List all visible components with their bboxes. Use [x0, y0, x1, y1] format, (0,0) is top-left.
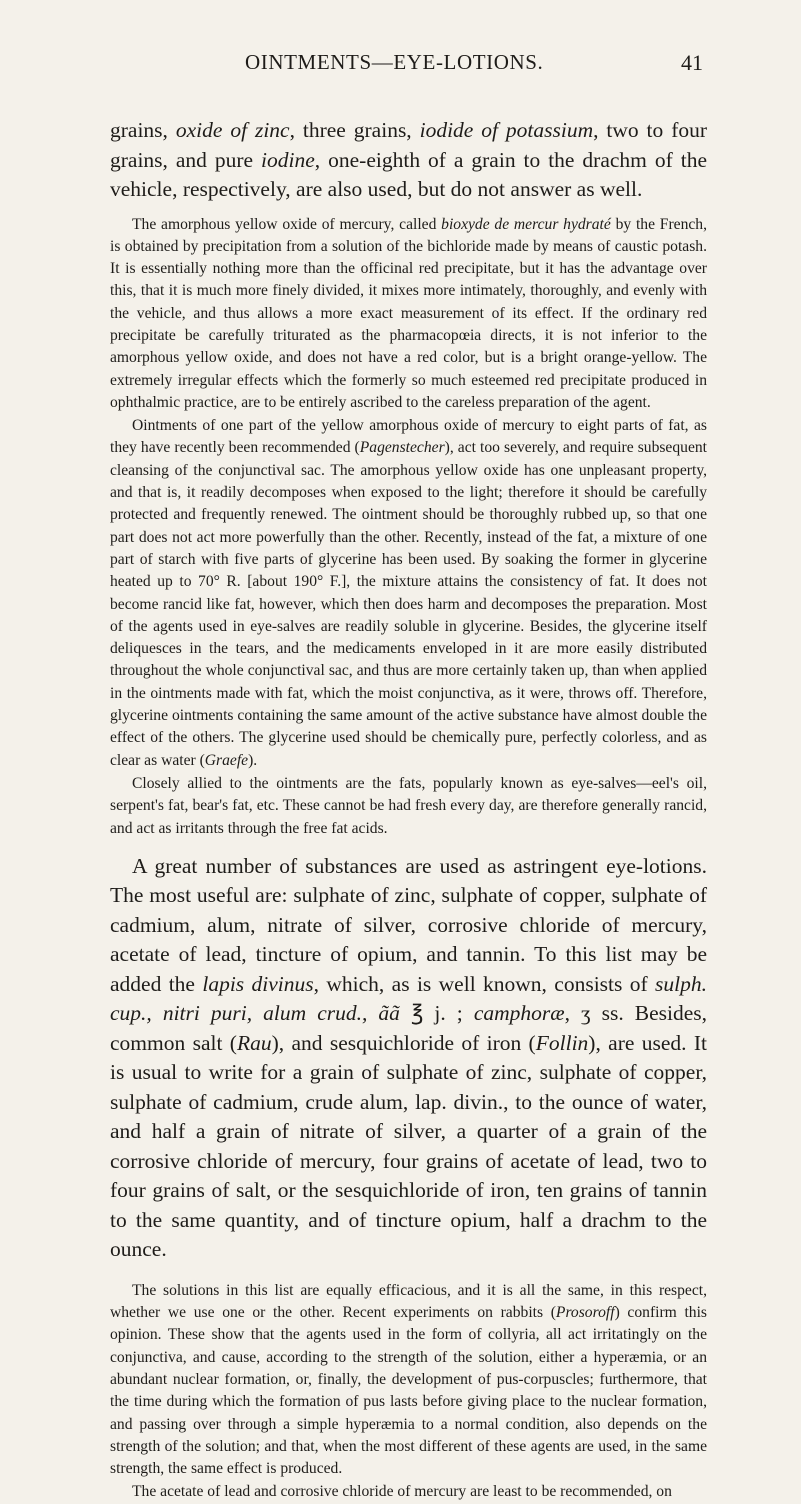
- italic-run: Pagenstecher: [359, 439, 445, 457]
- text-run: , three grains,: [289, 118, 420, 142]
- text-run: , which, as is well known, consists of: [313, 971, 656, 996]
- italic-run: iodine: [261, 147, 315, 172]
- italic-run: sulph. cup., nitri puri, alum crud., ãã: [110, 971, 708, 1026]
- text-run: grains,: [110, 118, 176, 142]
- italic-run: oxide of zinc: [175, 118, 290, 142]
- paragraph: [110, 116, 707, 205]
- text-run: ) confirm this opinion. These show that the agents used in the form of collyria, all act irritatingly on the conjunctiva, and cause, according to the strength of the solution, either a hyperæmia, or an abundant nuclear formation, or, finally, the development of pus-corpuscles; furthermore, that the time during which the formation of pus lasts before giving place to the nuclear formation, and passing over through a simple hyperæmia to a normal condition, also depends on the strength of the solution; and that, when the most different of these agents are used, in the same strength, the same effect is produced.: [110, 1304, 707, 1478]
- text-run: ), are used. It is usual to write for a grain of sulphate of zinc, sulphate of copper, sulphate of cadmium, crude alum, lap. divin., to the ounce of water, and half a grain of nitrate of silver, a quarter of a grain of the corrosive chloride of mercury, four grains of acetate of lead, two to four grains of salt, or the sesquichloride of iron, ten grains of tannin to the same quantity, and of tincture opium, half a drachm to the ounce.: [110, 1030, 707, 1262]
- paragraph: [110, 852, 707, 1265]
- paragraph: [110, 1280, 707, 1481]
- paragraph: [110, 415, 707, 772]
- paragraph: [110, 1481, 707, 1503]
- text-run: ).: [248, 751, 258, 769]
- text-run: The solutions in this list are equally efficacious, and it is all the same, in this respect, whether we use one or the other. Recent experiments on rabbits (: [110, 1281, 707, 1322]
- text-run: by the French, is obtained by precipitation from a solution of the bichloride made by means of caustic potash. It is essentially nothing more than the officinal red precipitate, but it has the advantage over this, that it is much more finely divided, it mixes more intimately, thoroughly, and evenly with the vehicle, and thus allows a more exact measurement of its effect. If the ordinary red precipitate be carefully triturated as the pharmacopœia directs, it is not inferior to the amorphous yellow oxide, and does not have a red color, but is a bright orange-yellow. The extremely irregular effects which the formerly so much esteemed red precipitate produced in ophthalmic practice, are to be entirely ascribed to the careless preparation of the agent.: [110, 215, 708, 411]
- text-run: , ʒ ss. Besides, common salt (: [110, 1001, 707, 1055]
- italic-run: camphoræ: [473, 1001, 565, 1026]
- italic-run: bioxyde de mercur hydraté: [441, 215, 611, 233]
- text-run: The amorphous yellow oxide of mercury, called: [132, 215, 442, 233]
- paragraph: [110, 773, 707, 840]
- text-run: ), and sesquichloride of iron (: [271, 1030, 536, 1055]
- paragraph: [110, 214, 707, 415]
- text-run: , one-eighth of a grain to the drachm of the vehicle, respectively, are also used, but do not answer as well.: [110, 147, 707, 201]
- text-run: Ointments of one part of the yellow amorphous oxide of mercury to eight parts of fat, as they have recently been recommended (: [110, 417, 707, 457]
- text-run: A great number of substances are used as astringent eye-lotions. The most useful are: sulphate of zinc, sulphate of copper, sulphate of cadmium, alum, nitrate of silver, corrosive chloride of mercury, acetate of lead, tincture of opium, and tannin. To this list may be added the: [110, 853, 707, 996]
- text-run: Closely allied to the ointments are the fats, popularly known as eye-salves—eel's oil, serpent's fat, bear's fat, etc. These cannot be had fresh every day, are therefore generally rancid, and act as irritants through the free fat acids.: [110, 774, 707, 837]
- body-text: [110, 116, 707, 1504]
- text-run: The acetate of lead and corrosive chloride of mercury are least to be recommended, on: [132, 1483, 672, 1501]
- page-number: 41: [681, 50, 703, 75]
- text-run: , two to four grains, and pure: [110, 118, 708, 172]
- text-run: ), act too severely, and require subsequent cleansing of the conjunctival sac. The amorphous yellow oxide has one unpleasant property, and that is, it readily decomposes when exposed to the light; therefore it should be carefully protected and frequently renewed. The ointment should be thoroughly rubbed up, so that one part does not act more powerfully than the other. Recently, instead of the fat, a mixture of one part of starch with five parts of glycerine has been used. By soaking the former in glycerine heated up to 70° R. [about 190° F.], the mixture attains the consistency of fat. It does not become rancid like fat, however, which then does harm and decomposes the preparation. Most of the agents used in eye-salves are readily soluble in glycerine. Besides, the glycerine itself deliquesces in the tears, and the medicaments enveloped in it are more easily distributed throughout the whole conjunctival sac, and thus are more certainly taken up, than when applied in the ointments made with fat, which the moist conjunctiva, as it were, throws off. Therefore, glycerine ointments containing the same amount of the active substance have almost double the effect of the others. The glycerine used should be chemically pure, perfectly colorless, and as clear as water (: [110, 439, 707, 769]
- italic-run: iodide of potassium: [419, 118, 594, 142]
- running-head: [0, 50, 801, 80]
- italic-run: lapis divinus: [202, 971, 314, 996]
- italic-run: Rau: [236, 1030, 272, 1055]
- text-run: ℥ j. ;: [399, 1001, 474, 1026]
- italic-run: Follin: [535, 1030, 589, 1055]
- running-title: OINTMENTS—EYE-LOTIONS.: [245, 50, 544, 74]
- italic-run: Graefe: [204, 751, 249, 769]
- italic-run: Prosoroff: [555, 1304, 615, 1322]
